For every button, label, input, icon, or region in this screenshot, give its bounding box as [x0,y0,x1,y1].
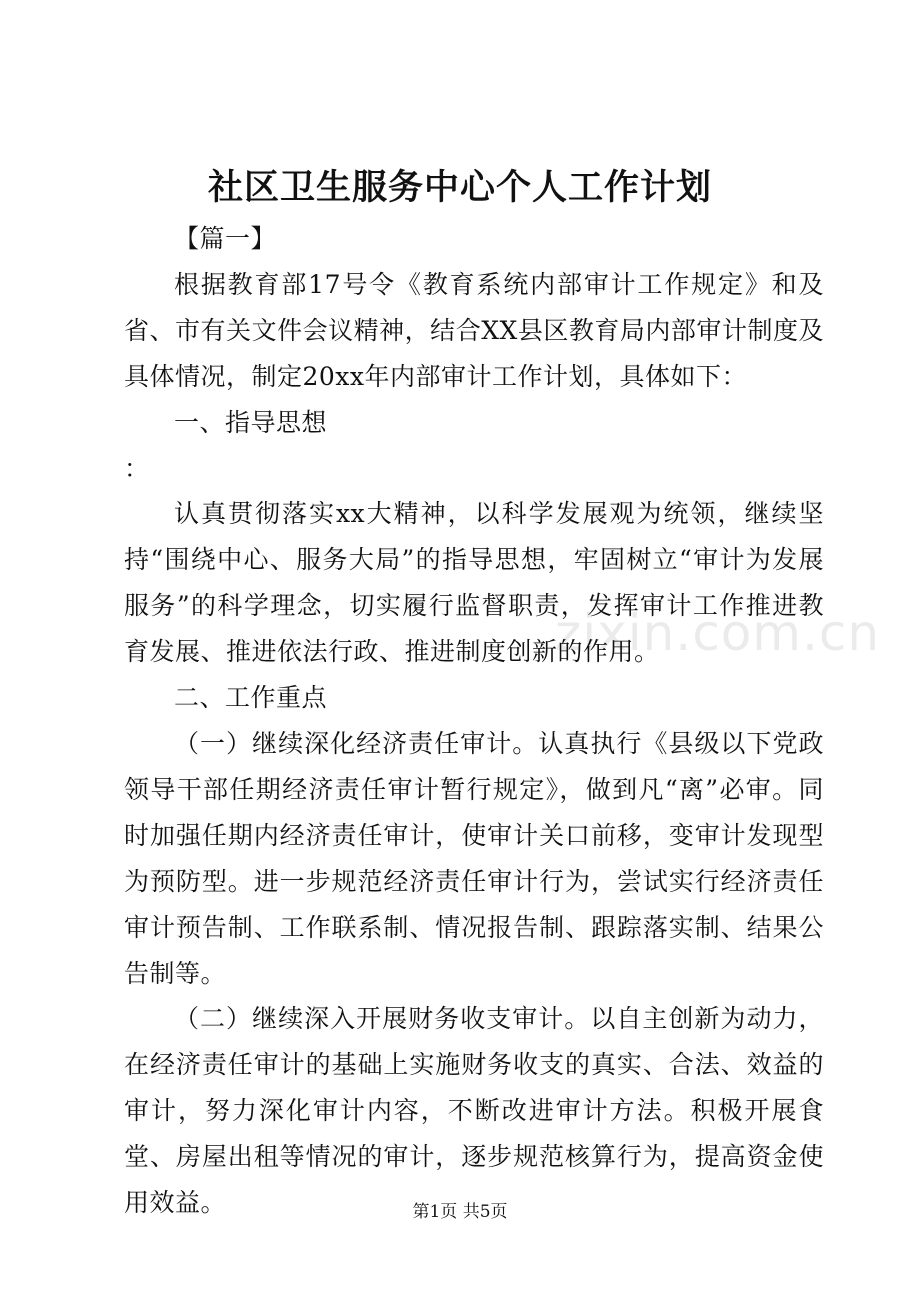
paragraph: （二）继续深入开展财务收支审计。以自主创新为动力，在经济责任审计的基础上实施财务收支的真实、合法、效益的审计，努力深化审计内容，不断改进审计方法。积极开展食堂、房屋出租等情况的审计，逐步规范核算行为，提高资金使用效益。 [124,1004,824,1218]
page-footer: 第1页 共5页 [412,1202,508,1222]
document-body [124,216,824,1226]
heading-work-focus: 二、工作重点 [174,683,328,713]
watermark: zixin.com.cn [555,604,881,662]
section-tag: 【篇一】 [174,224,277,253]
paragraph: 认真贯彻落实xx大精神，以科学发展观为统领，继续坚持“围绕中心、服务大局”的指导思想，牢固树立“审计为发展服务”的科学理念，切实履行监督职责，发挥审计工作推进教育发展、推进依法行政、推进制度创新的作用。 [124,499,824,667]
paragraph: ： [124,453,150,483]
heading-guiding-thought: 一、指导思想 [174,407,328,437]
paragraph: （一）继续深化经济责任审计。认真执行《县级以下党政领导干部任期经济责任审计暂行规定》，做到凡“离”必审。同时加强任期内经济责任审计，使审计关口前移，变审计发现型为预防型。进一步规范经济责任审计行为，尝试实行经济责任审计预告制、工作联系制、情况报告制、跟踪落实制、结果公告制等。 [124,728,824,988]
paragraph: 根据教育部17号令《教育系统内部审计工作规定》和及省、市有关文件会议精神，结合XX县区教育局内部审计制度及具体情况，制定20xx年内部审计工作计划，具体如下： [124,269,824,391]
document-title: 社区卫生服务中心个人工作计划 [207,167,712,208]
